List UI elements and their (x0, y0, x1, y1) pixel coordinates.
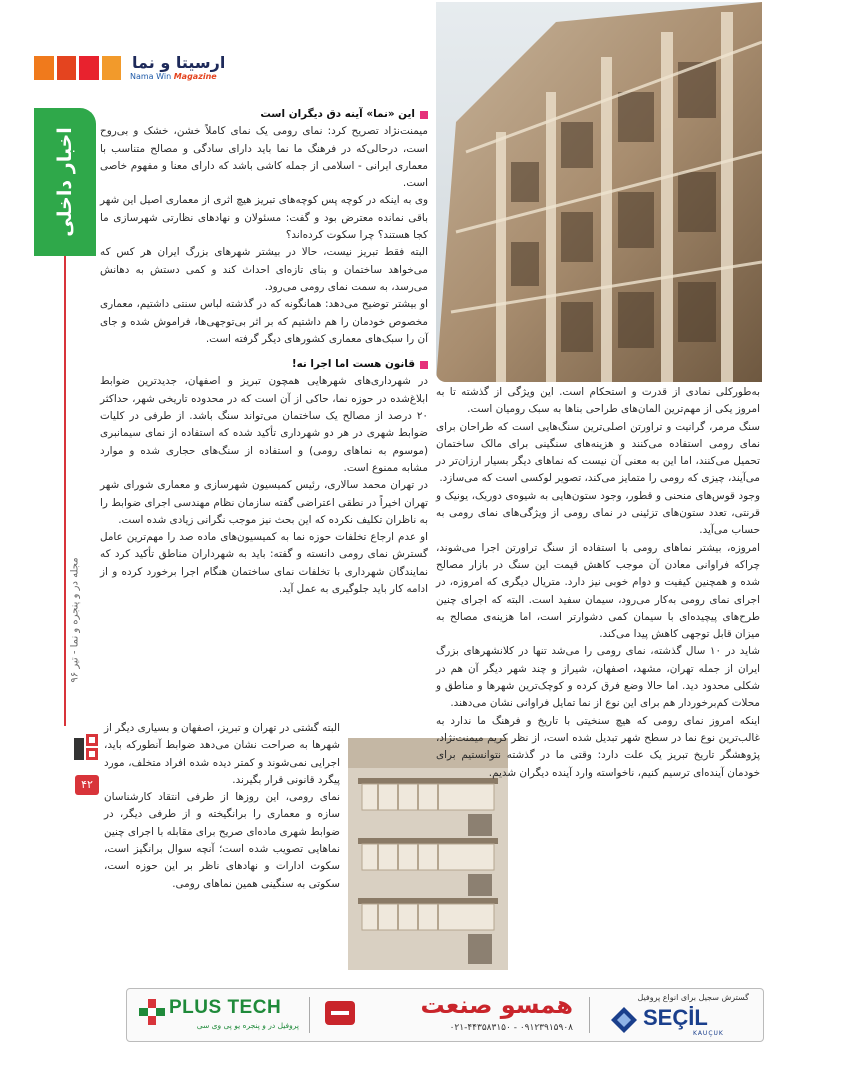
masthead-color-bars (34, 56, 124, 80)
paragraph: البته گشتی در تهران و تبریز، اصفهان و بسیاری دیگر از شهرها به صراحت نشان می‌دهد ضوابط آنطورکه باید، اجرایی نمی‌شوند و کمتر دیده شده افراد متخلف، مورد پیگرد قانونی قرار بگیرند. (104, 722, 340, 786)
paragraph: وی به اینکه در کوچه پس کوچه‌های تبریز هیچ اثری از معماری اصیل این شهر باقی نمانده معترض بود و گفت: مسئولان و نهادهای نظارتی شهرسازی ما کجا هستند؟ چرا سکوت کرده‌اند؟ (100, 194, 428, 242)
paragraph: سنگ مرمر، گرانیت و تراورتن اصلی‌ترین سنگ‌هایی است که طراحان برای نمای رومی استفاده می‌کنند و هزینه‌های سنگینی برای مالک ساختمان تحمیل می‌کنند، اما این به معنی آن نیست که نماهای دیگر بسیار ارزان‌تر در می‌آیند، چیزی که رومی را متمایز می‌کند، تصویر لوکسی است که می‌سازد. (436, 420, 760, 485)
masthead-brand: ارسیتا و نما (132, 53, 226, 72)
article-column-left (100, 106, 428, 718)
masthead-bar (79, 56, 99, 80)
section-heading (100, 356, 428, 373)
masthead-sub-left: Nama Win (130, 72, 172, 81)
hamso-logo-icon (325, 1001, 355, 1025)
ad-banner[interactable] (126, 988, 764, 1042)
heading-text: این «نما» آینه دق دیگران است (260, 108, 415, 120)
heading-bullet-icon (420, 361, 428, 369)
paragraph: اینکه امروز نمای رومی که هیچ سنخیتی با تاریخ و فرهنگ ما ندارد به غالب‌ترین نوع نما در سطح شهر تبدیل شده است، از نظر کریم میمنت‌نژاد، پژوهشگر تاریخ تبریز یک علت دارد: وقتی ما در گذشته نتوانستیم برای خودمان آینده‌ای ترسیم کنیم، ناخواسته وارد آینده دیگران شدیم. (436, 714, 760, 779)
heading-text: قانون هست اما اجرا نه! (291, 358, 415, 371)
roman-facade-photo (436, 2, 762, 382)
issue-text: مجله در و پنجره و نما - تیر ۹۶ (69, 557, 81, 683)
secil-tagline: گسترش سجیل برای انواع پروفیل (637, 993, 749, 1002)
masthead-bar (102, 56, 122, 80)
heading-bullet-icon (420, 111, 428, 119)
article-column-bottom (104, 720, 340, 970)
section-title: اخبار داخلی (54, 127, 76, 237)
plus-tech-ad[interactable] (133, 989, 303, 1041)
paragraph: به‌طورکلی نمادی از قدرت و استحکام است. این ویژگی از گذشته تا به امروز یکی از مهم‌ترین المان‌های طراحی بناها به سبک رومیان است. (436, 386, 760, 416)
paragraph: او بیشتر توضیح می‌دهد: همانگونه که در گذشته لباس سنتی داشتیم، معماری مخصوص خودمان را هم داشتیم که بر اثر بی‌توجهی‌ها، فراموش شده و جای آن را سبک‌های معماری کشورهای دیگر گرفته است. (100, 298, 428, 345)
paragraph: شاید در ۱۰ سال گذشته، نمای رومی را می‌شد تنها در کلانشهرهای بزرگ ایران از جمله تهران، مشهد، اصفهان، شیراز و چند شهر دیگر آن هم در شکلی محدود دید. اما حالا وضع فرق کرده و کوچک‌ترین شهرها و مناطق و محلات کم‌برخوردار هم برای این نوع از نما تمایل فراوانی نشان می‌دهند. (436, 645, 760, 710)
hamso-sanat-ad[interactable] (317, 989, 587, 1041)
hamso-name: همسو صنعت (420, 991, 573, 1019)
article-column-right (436, 384, 760, 974)
magazine-masthead (34, 54, 244, 84)
page-number: ۴۲ (75, 775, 99, 795)
secil-logo-icon (611, 1007, 637, 1033)
masthead-subtitle (130, 72, 217, 81)
plus-tech-tagline: پروفیل در و پنجره یو پی وی سی (196, 1021, 299, 1030)
section-heading (100, 106, 428, 123)
ad-divider (309, 997, 310, 1033)
plus-tech-name: PLUS TECH (169, 997, 282, 1018)
secil-name: SEÇİL (643, 1005, 708, 1030)
paragraph: نمای رومی، این روزها از طرفی انتقاد کارشناسان سازه و معماری را برانگیخته و از طرفی دیگر، در ضوابط شهری ماده‌ای صریح برای مقابله با اجرای چنین نماهایی تصویب شده است؛ آنچه سوال برانگیز است، سکوت ادارات و نهادهای ناظر بر این حوزه است، سکوتی به سنگینی همین نماهای رومی. (104, 791, 340, 890)
masthead-sub-right: Magazine (173, 72, 217, 81)
masthead-bar (57, 56, 77, 80)
paragraph: در شهرداری‌های شهرهایی همچون تبریز و اصفهان، جدیدترین ضوابط ابلاغ‌شده در حوزه نما، حاکی از آن است که در محدوده تاریخی شهر، حداکثر ۲۰ درصد از مصالح یک ساختمان می‌تواند سنگ باشد. از طرفی در کلیات ضوابط شهری در هر دو شهرداری تأکید شده که استفاده از نمای سیمانبری (موسوم به نماهای رومی) و استفاده از سنگ‌های حجاری شده و موارد مشابه ممنوع است. (100, 375, 428, 474)
masthead-bar (34, 56, 54, 80)
plus-tech-logo-icon (139, 999, 165, 1025)
paragraph: در تهران محمد سالاری، رئیس کمیسیون شهرسازی و معماری شورای شهر تهران اخیراً در نطقی اعتراضی گفته سازمان نظام مهندسی اجرای ضوابط را به ناظران تکلیف نکرده که این بحث نیز موجب نگرانی زیادی شده است. (100, 479, 428, 526)
masthead-logo (128, 54, 244, 84)
issue-label (60, 520, 90, 720)
magazine-mark-icon (74, 734, 100, 764)
paragraph: میمنت‌نژاد تصریح کرد: نمای رومی یک نمای کاملاً خشن، خشک و بی‌روح است، درحالی‌که در فرهنگ ما نما باید دارای سادگی و مصالح متناسب با معماری ایرانی - اسلامی از جمله کاشی باشد که دارای معنا و مفهوم خاصی است. (100, 125, 428, 190)
secil-subtitle: KAUÇUK (693, 1030, 724, 1037)
secil-ad[interactable] (597, 989, 757, 1041)
paragraph: البته فقط تبریز نیست، حالا در بیشتر شهرهای بزرگ ایران هر کس که می‌خواهد ساختمان و بنای تازه‌ای احداث کند و کمی دستش به دهانش می‌رسد، به سمت نمای رومی می‌رود. (100, 246, 428, 293)
paragraph: وجود قوس‌های منحنی و قطور، وجود ستون‌هایی به شیوه‌ی دوریک، یونیک و قرنتی، تعدد ستون‌های تزئینی در نمای رومی از ویژگی‌های نمای رومی به حساب می‌آید. (436, 489, 760, 537)
ad-divider (589, 997, 590, 1033)
paragraph: او عدم ارجاع تخلفات حوزه نما به کمیسیون‌های ماده صد را مهم‌ترین عامل گسترش نمای رومی دانسته و گفته: باید به شهرداران مناطق تأکید کرد که نمایندگان شهرداری با تخلفات نمای ساختمان هنگام اجرا برخورد کرده و از ادامه کار باید جلوگیری به عمل آید. (100, 531, 428, 596)
section-tab (34, 108, 96, 256)
hamso-phone: ۰۲۱-۴۴۳۵۸۳۱۵۰ - ۰۹۱۲۳۹۱۵۹۰۸ (449, 1023, 573, 1033)
paragraph: امروزه، بیشتر نماهای رومی با استفاده از سنگ تراورتن اجرا می‌شوند، چراکه فراوانی معادن آن موجب کاهش قیمت این سنگ در بازار مصالح شده و همچنین کیفیت و دوام خوبی نیز دارد. متریال دیگری که امروزه، در اجرای نمای رومی به‌کار می‌رود، سیمان سفید است. البته که اجرای چنین طرح‌های پیچیده‌ای با سیمان کمی دشوارتر است، اما هزینه‌ی مصالح به میزان قابل توجهی کاهش پیدا می‌کند. (436, 541, 760, 641)
